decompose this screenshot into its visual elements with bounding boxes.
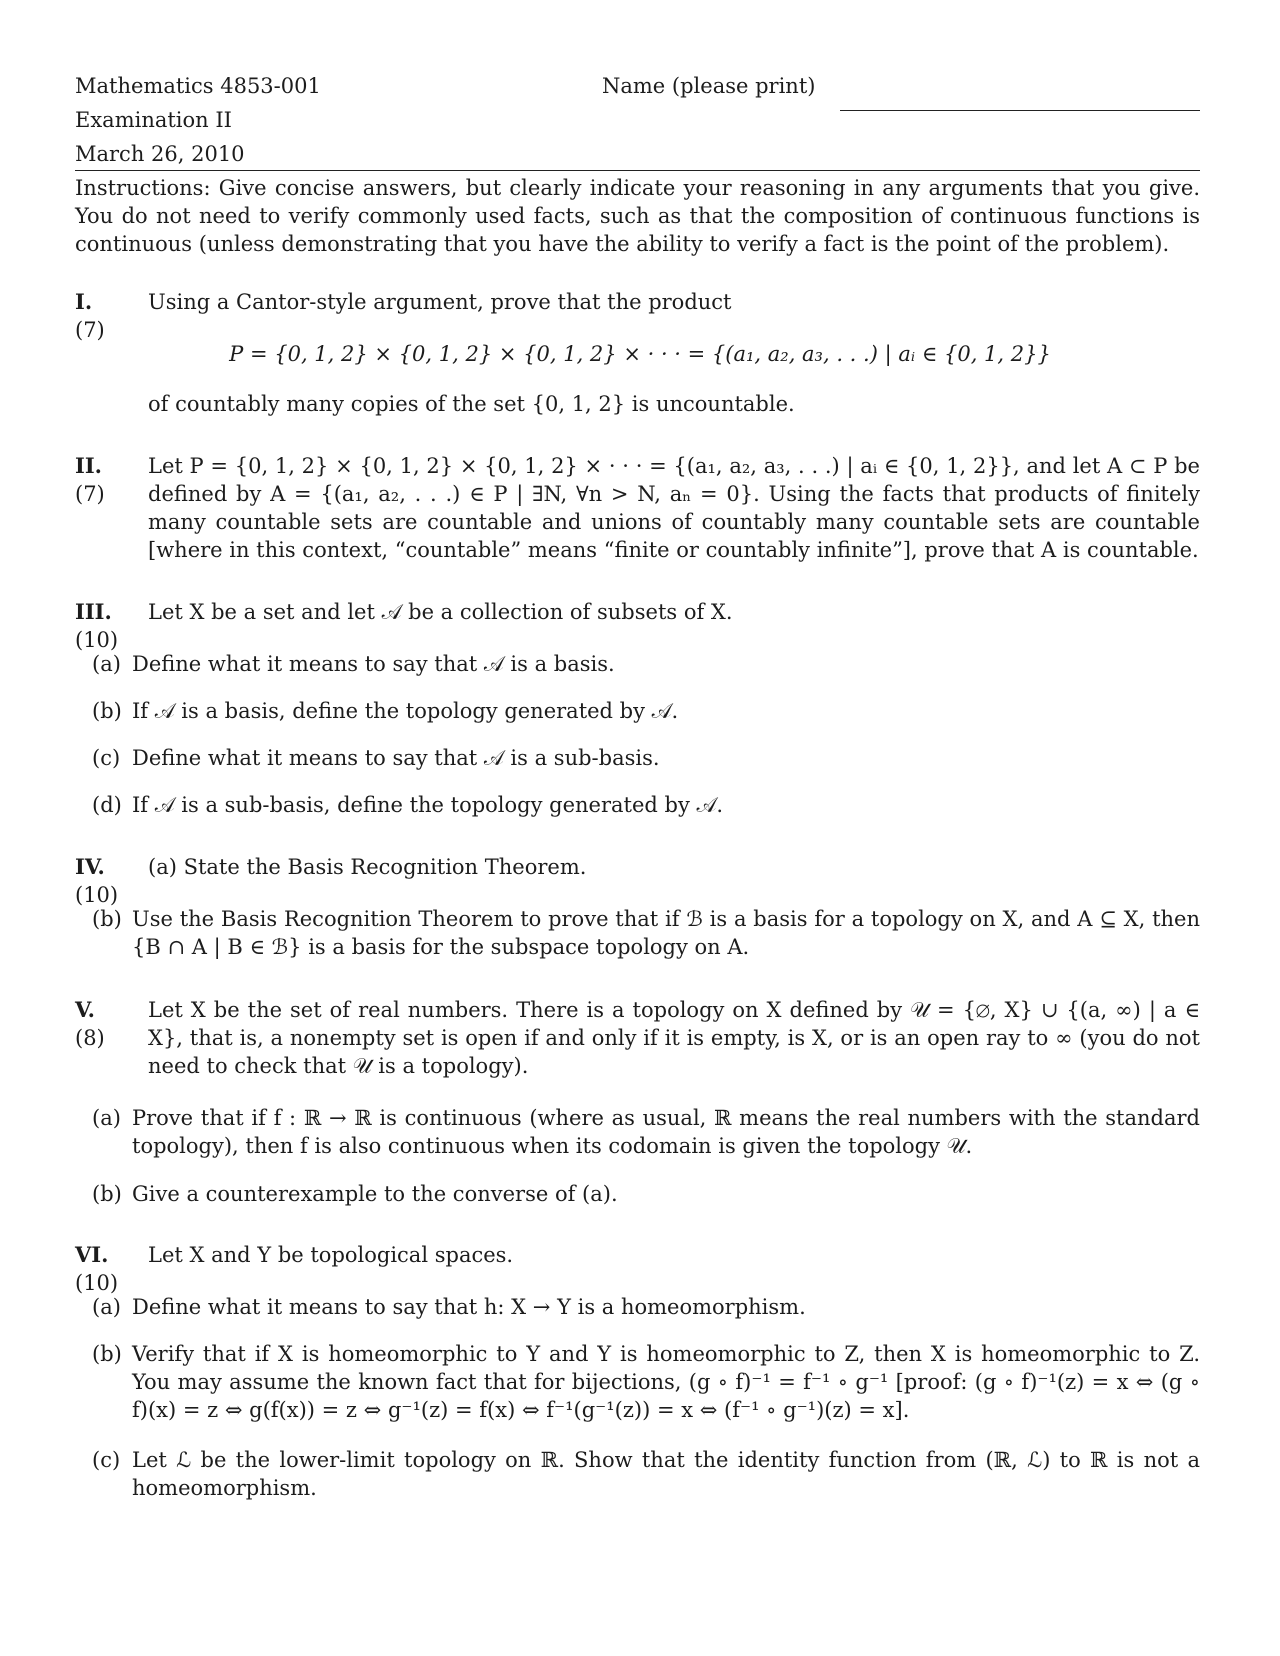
part-label: (c)	[92, 1448, 121, 1472]
problem-part	[92, 1293, 1200, 1321]
part-text: If 𝒜 is a sub-basis, define the topology generated by 𝒜.	[132, 793, 724, 817]
part-text: Define what it means to say that h: X → Y is a homeomorphism.	[132, 1295, 806, 1319]
problem-text: Let P = {0, 1, 2} × {0, 1, 2} × {0, 1, 2} × · · · = {(a₁, a₂, a₃, . . .) | aᵢ ∈ {0, 1, 2}}, and let A ⊂ P be defined by A = {(a₁, a₂, . . .) ∈ P | ∃N, ∀n > N, aₙ = 0}. Using the facts that products of finitely many countable sets are countable and unions of countably many countable sets are countable [where in this context, “countable” means “finite or countably infinite”], prove that A is countable.	[148, 454, 1200, 562]
part-text: Give a counterexample to the converse of (a).	[132, 1182, 618, 1206]
part-label: (a)	[92, 652, 121, 676]
problem-points: (8)	[75, 1026, 105, 1050]
problem-points: (7)	[75, 482, 105, 506]
part-text: Let ℒ be the lower-limit topology on ℝ. Show that the identity function from (ℝ, ℒ) to ℝ is not a homeomorphism.	[132, 1448, 1200, 1500]
problem-number: I.	[75, 289, 93, 314]
problem-part	[92, 650, 1200, 678]
part-text: Define what it means to say that 𝒜 is a basis.	[132, 652, 615, 676]
problem-points: (10)	[75, 1271, 119, 1295]
exam-title: Examination II	[75, 108, 232, 132]
problem-part	[92, 791, 1200, 819]
part-label: (a)	[92, 1106, 121, 1130]
header-rule	[75, 170, 1200, 171]
name-blank-line[interactable]	[840, 110, 1200, 111]
problem-number: V.	[75, 997, 95, 1022]
part-text: Prove that if f : ℝ → ℝ is continuous (where as usual, ℝ means the real numbers with the standard topology), then f is also continuous when its codomain is given the topology 𝒰.	[132, 1106, 1200, 1158]
problem-points: (7)	[75, 318, 105, 342]
part-text: If 𝒜 is a basis, define the topology generated by 𝒜.	[132, 699, 679, 723]
problem-number: VI.	[75, 1242, 109, 1267]
exam-date: March 26, 2010	[75, 142, 245, 166]
problem-number: III.	[75, 599, 112, 624]
part-text: Use the Basis Recognition Theorem to prove that if ℬ is a basis for a topology on X, and A ⊆ X, then {B ∩ A | B ∈ ℬ} is a basis for the subspace topology on A.	[132, 907, 1200, 959]
problem-points: (10)	[75, 628, 119, 652]
problem-part	[92, 1340, 1200, 1422]
problem-points: (10)	[75, 883, 119, 907]
problem-part	[92, 1446, 1200, 1500]
problem-text-after: of countably many copies of the set {0, 1, 2} is uncountable.	[148, 392, 795, 416]
problem-text: Using a Cantor-style argument, prove that the product	[148, 290, 732, 314]
part-label: (b)	[92, 1342, 122, 1366]
problem-number: II.	[75, 453, 102, 478]
part-label: (b)	[92, 907, 122, 931]
part-label: (b)	[92, 699, 122, 723]
problem-equation: P = {0, 1, 2} × {0, 1, 2} × {0, 1, 2} × · · · = {(a₁, a₂, a₃, . . .) | aᵢ ∈ {0, 1, 2}}	[229, 342, 1051, 366]
problem-text: Let X be the set of real numbers. There is a topology on X defined by 𝒰 = {∅, X} ∪ {(a, ∞) | a ∈ X}, that is, a nonempty set is open if and only if it is empty, is X, or is an open ray to ∞ (you do not need to check that 𝒰 is a topology).	[148, 998, 1200, 1078]
part-label: (d)	[92, 793, 122, 817]
problem-part	[92, 744, 1200, 772]
problem-part	[92, 1104, 1200, 1158]
part-label: (a)	[92, 1295, 121, 1319]
instructions: Instructions: Give concise answers, but clearly indicate your reasoning in any arguments that you give. You do not need to verify commonly used facts, such as that the composition of continuous functions is continuous (unless demonstrating that you have the ability to verify a fact is the point of the problem).	[75, 176, 1200, 256]
problem-text: Let X be a set and let 𝒜 be a collection of subsets of X.	[148, 600, 733, 624]
problem-text: Let X and Y be topological spaces.	[148, 1243, 514, 1267]
part-text: Verify that if X is homeomorphic to Y and Y is homeomorphic to Z, then X is homeomorphic to Z. You may assume the known fact that for bijections, (g ∘ f)⁻¹ = f⁻¹ ∘ g⁻¹ [proof: (g ∘ f)⁻¹(z) = x ⇔ (g ∘ f)(x) = z ⇔ g(f(x)) = z ⇔ g⁻¹(z) = f(x) ⇔ f⁻¹(g⁻¹(z)) = x ⇔ (f⁻¹ ∘ g⁻¹)(z) = x].	[132, 1342, 1200, 1422]
name-label: Name (please print)	[602, 74, 816, 98]
problem-part	[92, 1180, 1200, 1208]
problem-text: (a) State the Basis Recognition Theorem.	[148, 855, 587, 879]
problem-number: IV.	[75, 854, 105, 879]
problem-part	[92, 905, 1200, 959]
part-label: (b)	[92, 1182, 122, 1206]
course-title: Mathematics 4853-001	[75, 74, 321, 98]
problem-part	[92, 697, 1200, 725]
part-text: Define what it means to say that 𝒜 is a sub-basis.	[132, 746, 660, 770]
part-label: (c)	[92, 746, 121, 770]
